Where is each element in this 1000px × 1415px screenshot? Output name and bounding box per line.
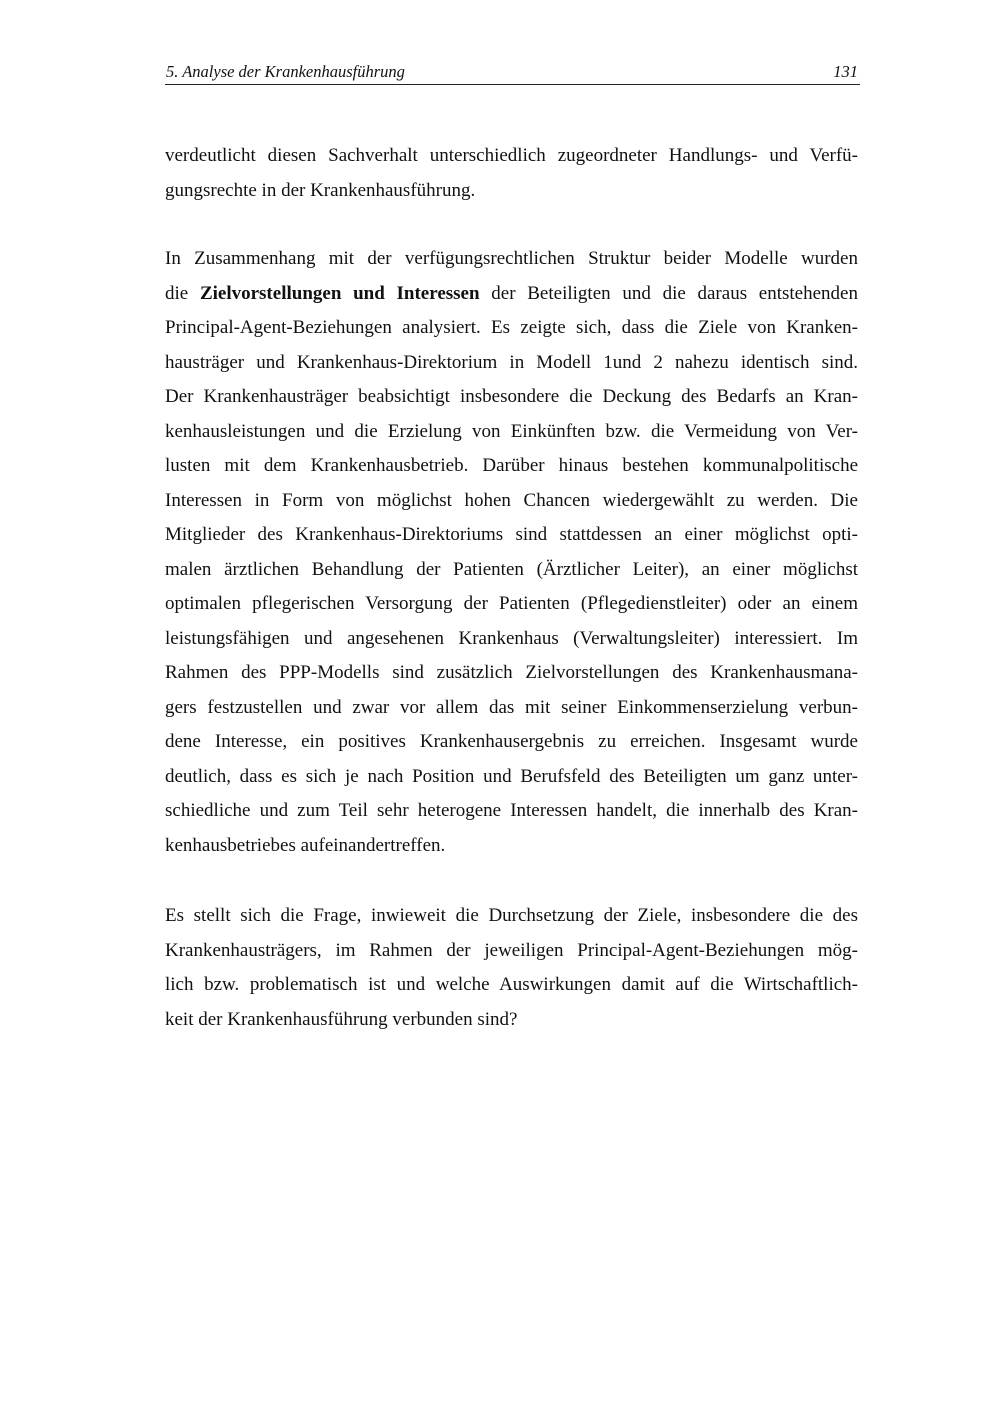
text-line: dene Interesse, ein positives Krankenhausergebnis zu erreichen. Insgesamt wurde	[165, 731, 858, 752]
paragraph	[165, 899, 858, 1037]
text-line: malen ärztlichen Behandlung der Patienten (Ärztlicher Leiter), an einer möglichst	[165, 558, 858, 580]
page-header	[165, 60, 860, 85]
paragraph	[165, 242, 858, 863]
text-line: keit der Krankenhausführung verbunden sind?	[165, 1008, 518, 1030]
text-line: leistungsfähigen und angesehenen Krankenhaus (Verwaltungsleiter) interessiert. Im	[165, 627, 858, 649]
text-run: der Beteiligten und die daraus entstehenden	[479, 282, 858, 304]
text-line: kenhausleistungen und die Erzielung von Einkünften bzw. die Vermeidung von Ver-	[165, 420, 858, 442]
text-line: Es stellt sich die Frage, inwieweit die Durchsetzung der Ziele, insbesondere die des	[165, 905, 858, 926]
text-line: hausträger und Krankenhaus-Direktorium in Modell 1und 2 nahezu identisch sind.	[165, 351, 858, 373]
page-number: 131	[833, 62, 858, 81]
text-line: optimalen pflegerischen Versorgung der Patienten (Pflegedienstleiter) oder an einem	[165, 593, 858, 614]
text-line: Der Krankenhausträger beabsichtigt insbesondere die Deckung des Bedarfs an Kran-	[165, 386, 858, 407]
text-line: Principal-Agent-Beziehungen analysiert. Es zeigte sich, dass die Ziele von Kranken-	[165, 317, 858, 338]
bold-emphasis: Zielvorstellungen und Interessen	[199, 282, 480, 304]
text-run: die	[165, 282, 200, 304]
text-line: schiedliche und zum Teil sehr heterogene Interessen handelt, die innerhalb des Kran-	[165, 800, 858, 821]
text-line: Rahmen des PPP-Modells sind zusätzlich Zielvorstellungen des Krankenhausmana-	[165, 662, 858, 683]
text-line: gungsrechte in der Krankenhausführung.	[165, 179, 476, 201]
text-line: lich bzw. problematisch ist und welche Auswirkungen damit auf die Wirtschaftlich-	[165, 974, 858, 995]
text-line: Krankenhausträgers, im Rahmen der jeweiligen Principal-Agent-Beziehungen mög-	[165, 939, 858, 961]
text-line: In Zusammenhang mit der verfügungsrechtlichen Struktur beider Modelle wurden	[165, 248, 858, 269]
text-line: deutlich, dass es sich je nach Position und Berufsfeld des Beteiligten um ganz unter-	[165, 765, 858, 787]
text-line-with-emphasis	[165, 277, 858, 312]
paragraph	[165, 139, 858, 208]
text-line: Interessen in Form von möglichst hohen Chancen wiedergewählt zu werden. Die	[165, 489, 858, 511]
text-line: kenhausbetriebes aufeinandertreffen.	[165, 834, 446, 856]
text-line: gers festzustellen und zwar vor allem das mit seiner Einkommenserzielung verbun-	[165, 696, 858, 718]
text-line: Mitglieder des Krankenhaus-Direktoriums sind stattdessen an einer möglichst opti-	[165, 524, 858, 545]
text-line: lusten mit dem Krankenhausbetrieb. Darüber hinaus bestehen kommunalpolitische	[165, 455, 858, 476]
text-line: verdeutlicht diesen Sachverhalt unterschiedlich zugeordneter Handlungs- und Verfü-	[165, 145, 858, 166]
running-title: 5. Analyse der Krankenhausführung	[166, 62, 405, 81]
